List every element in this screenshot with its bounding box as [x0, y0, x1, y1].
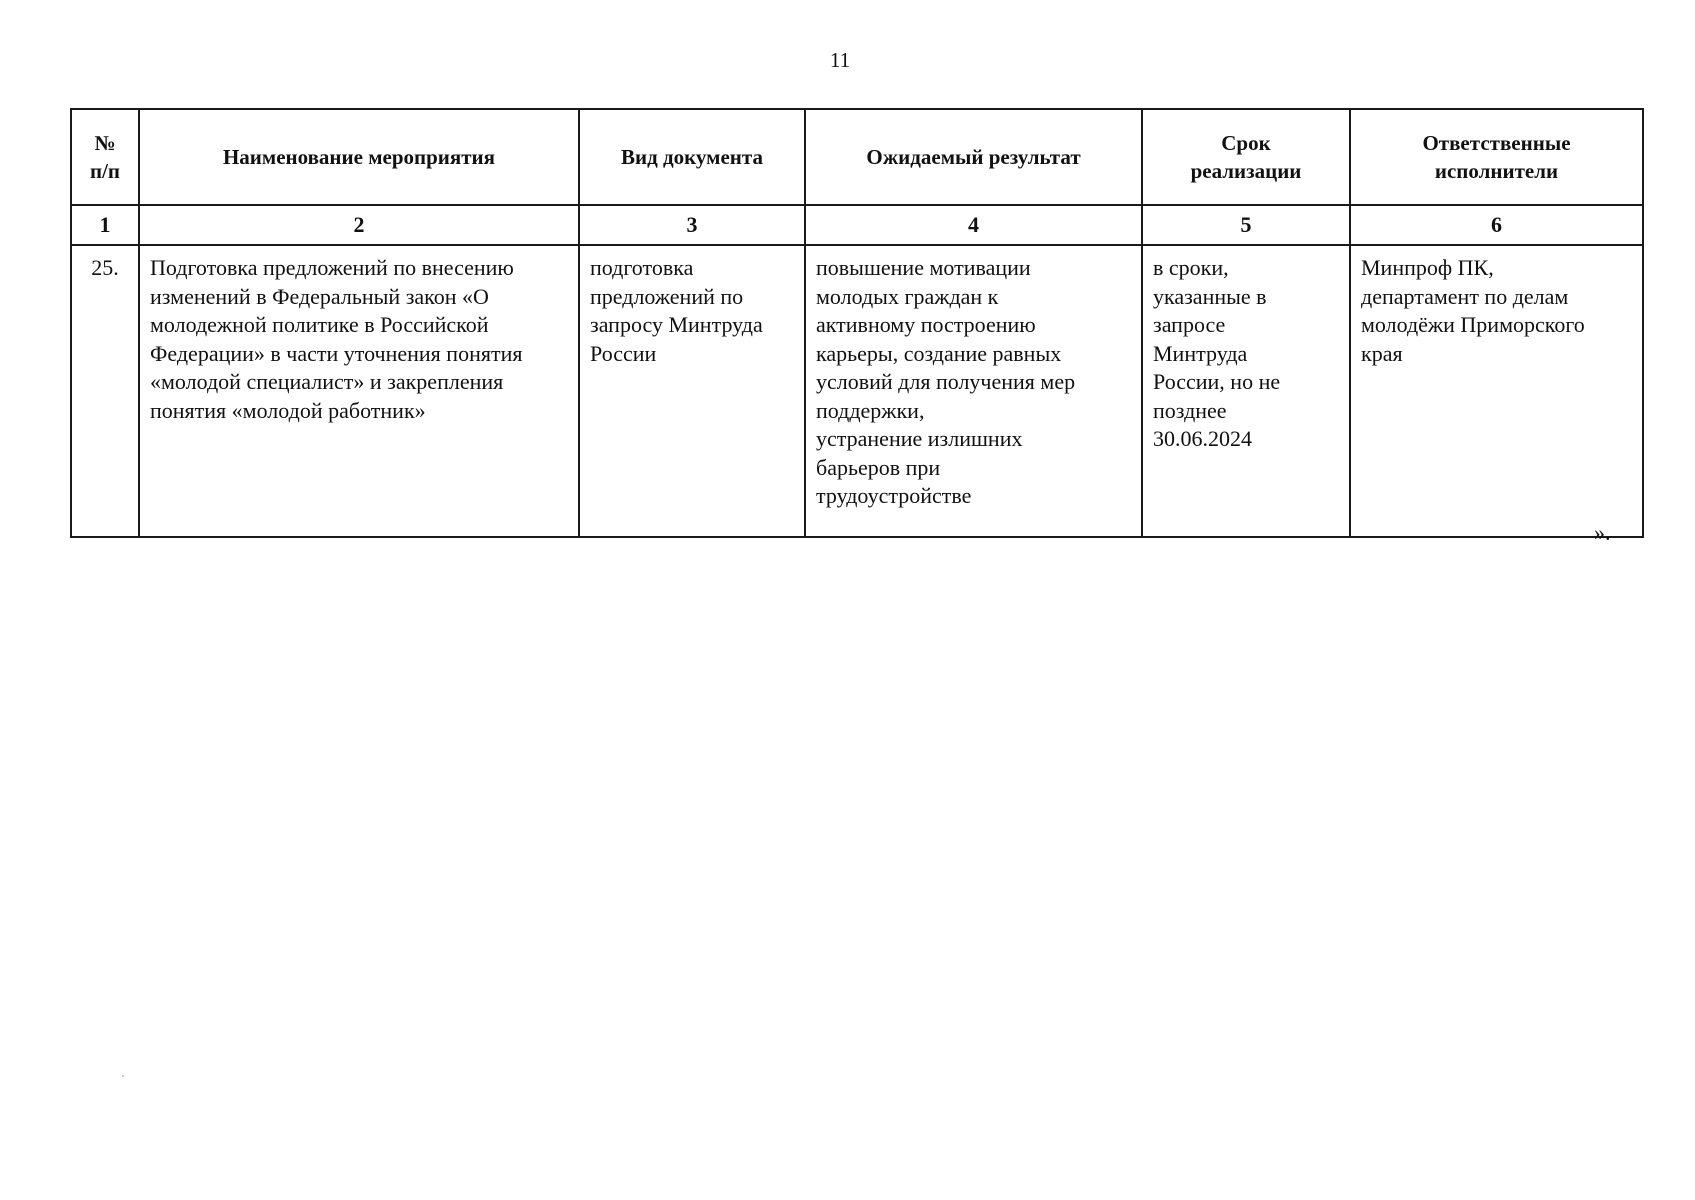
- header-cell-responsible: [1350, 109, 1643, 205]
- page-number: 11: [829, 48, 851, 72]
- responsible-cell: [1350, 245, 1643, 537]
- column-number-cell: 4: [805, 205, 1142, 245]
- action-plan-table: [70, 108, 1644, 538]
- header-cell-name: [139, 109, 579, 205]
- action-name-text: Подготовка предложений по внесению изменений в Федеральный закон «О молодежной политике в Российской Федерации» в части уточнения понятия «молодой специалист» и закрепления понятия «молодой работник»: [150, 255, 523, 423]
- column-number-cell: 6: [1350, 205, 1643, 245]
- header-doc-type-label: Вид документа: [621, 145, 763, 169]
- column-number-cell: 2: [139, 205, 579, 245]
- header-deadline-label: Срок реализации: [1190, 131, 1302, 183]
- header-cell-number: [71, 109, 139, 205]
- header-cell-result: [805, 109, 1142, 205]
- action-name-cell: [139, 245, 579, 537]
- header-cell-deadline: [1142, 109, 1350, 205]
- column-number-cell: 3: [579, 205, 805, 245]
- doc-type-text: подготовка предложений по запросу Минтруда России: [590, 255, 763, 366]
- column-number-cell: 1: [71, 205, 139, 245]
- column-number-cell: 5: [1142, 205, 1350, 245]
- row-number-cell: [71, 245, 139, 537]
- scan-speck: [122, 1075, 124, 1077]
- column-number-row: [71, 205, 1643, 245]
- deadline-cell: [1142, 245, 1350, 537]
- deadline-text: в сроки, указанные в запросе Минтруда России, но не позднее 30.06.2024: [1153, 255, 1281, 451]
- header-cell-doc-type: [579, 109, 805, 205]
- header-name-label: Наименование мероприятия: [222, 145, 496, 169]
- result-text: повышение мотивации молодых граждан к активному построению карьеры, создание равных условий для получения мер поддержки, устранение излишних барьеров при трудоустройстве: [816, 255, 1076, 508]
- table-header-row: [71, 109, 1643, 205]
- row-number: 25.: [91, 255, 119, 280]
- header-responsible-label: Ответственные исполнители: [1422, 131, 1571, 183]
- header-result-label: Ожидаемый результат: [866, 145, 1081, 169]
- responsible-text: Минпроф ПК, департамент по делам молодёжи Приморского края: [1361, 255, 1585, 366]
- result-cell: [805, 245, 1142, 537]
- closing-quote-mark: ».: [1594, 520, 1611, 545]
- header-number-label: № п/п: [89, 131, 121, 183]
- doc-type-cell: [579, 245, 805, 537]
- table-row: [71, 245, 1643, 537]
